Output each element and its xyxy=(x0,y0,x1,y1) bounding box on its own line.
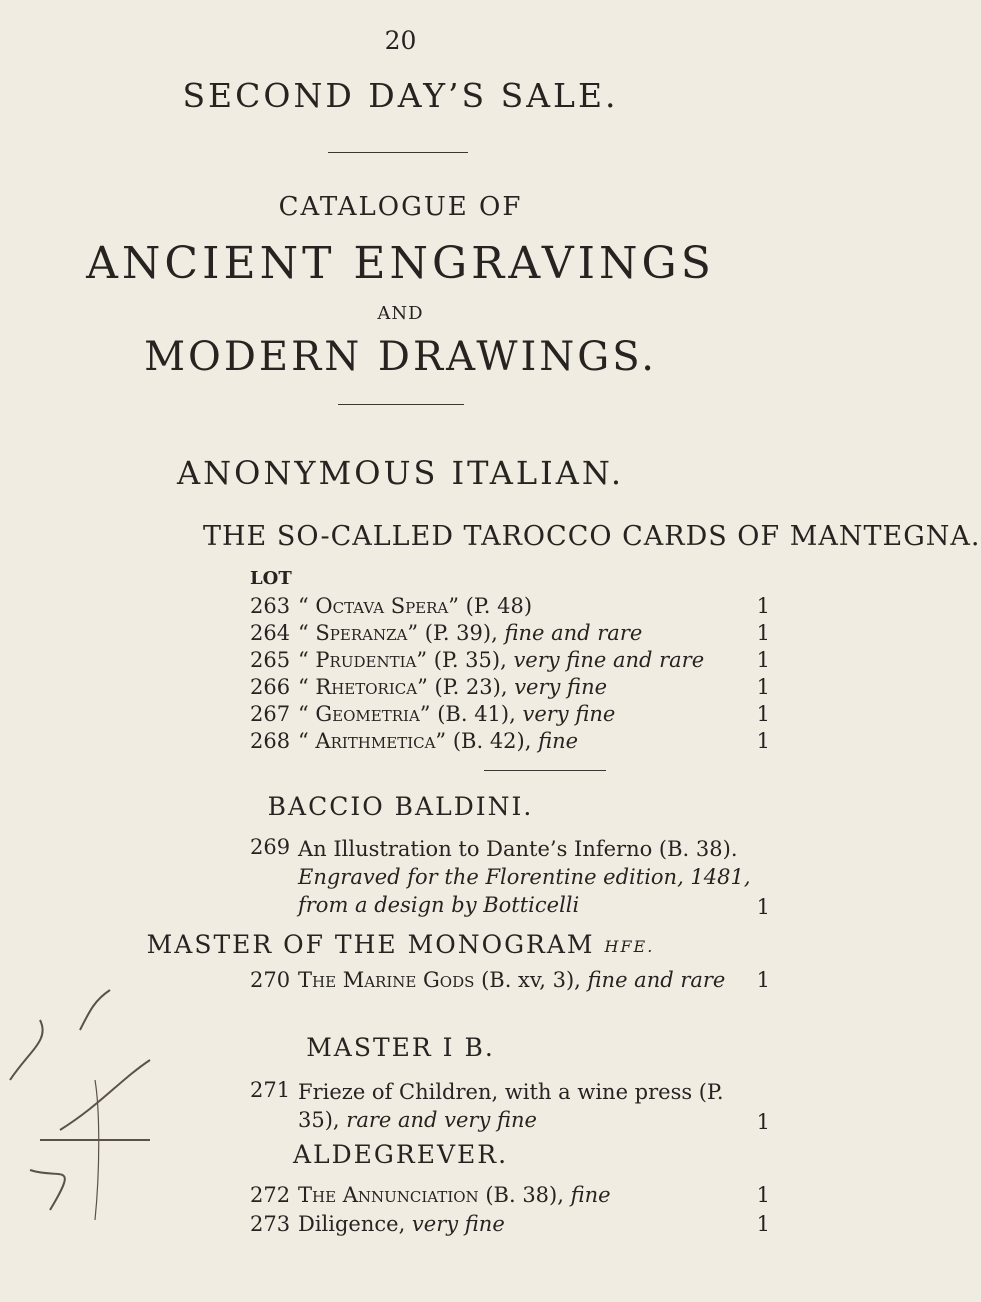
lot-number: 267 xyxy=(250,702,291,726)
lot-quantity: 1 xyxy=(756,968,770,992)
sale-title: SECOND DAY’S SALE. xyxy=(182,76,619,115)
lot-number: 272 xyxy=(250,1183,291,1207)
lot-title: “ Speranza” xyxy=(298,621,419,645)
page-number: 20 xyxy=(384,26,417,55)
lot-quantity: 1 xyxy=(756,621,770,645)
section-heading-anonymous: ANONYMOUS ITALIAN. xyxy=(177,454,624,492)
lot-quantity: 1 xyxy=(756,1110,770,1134)
lot-number: 271 xyxy=(250,1078,291,1102)
monogram-heading-text: MASTER OF THE MONOGRAM xyxy=(146,930,595,959)
lot-condition: fine xyxy=(563,1183,611,1207)
lot-reference: (P. 48) xyxy=(459,594,533,618)
lot-quantity: 1 xyxy=(756,1183,770,1207)
divider xyxy=(484,770,606,771)
catalogue-of-heading: CATALOGUE OF xyxy=(278,192,523,222)
lot-title: An Illustration to Dante’s Inferno (B. 38). xyxy=(298,837,738,861)
lot-entry xyxy=(250,594,770,618)
lot-quantity: 1 xyxy=(756,648,770,672)
lot-reference: (B. 42), xyxy=(446,729,532,753)
section-heading-baldini: BACCIO BALDINI. xyxy=(267,792,534,821)
lot-number: 269 xyxy=(250,835,291,859)
lot-quantity: 1 xyxy=(756,594,770,618)
lot-reference: (P. 35), xyxy=(427,648,507,672)
section-subheading-tarocco: THE SO-CALLED TAROCCO CARDS OF MANTEGNA. xyxy=(203,521,981,552)
ancient-engravings-heading: ANCIENT ENGRAVINGS xyxy=(86,238,715,289)
lot-title: Diligence, xyxy=(298,1212,406,1236)
lot-entry xyxy=(250,729,770,753)
lot-condition: very fine xyxy=(515,702,616,726)
lot-number: 270 xyxy=(250,968,291,992)
lot-entry xyxy=(250,835,770,919)
lot-entry xyxy=(250,1078,770,1134)
divider xyxy=(328,152,468,153)
lot-title: The Annunciation xyxy=(298,1183,479,1207)
lot-title: “ Octava Spera” xyxy=(298,594,459,618)
lot-reference: (P. 39), xyxy=(418,621,498,645)
lot-condition: rare and very fine xyxy=(346,1108,537,1132)
lot-quantity: 1 xyxy=(756,675,770,699)
lot-number: 273 xyxy=(250,1212,291,1236)
and-heading: AND xyxy=(377,303,424,324)
lot-entry xyxy=(250,1212,770,1236)
lot-note: Engraved for the Florentine edition, 1481, from a design by Botticelli xyxy=(298,865,751,917)
section-heading-aldegrever: ALDEGREVER. xyxy=(292,1140,509,1169)
lot-title: “ Geometria” xyxy=(298,702,431,726)
lot-condition: very fine and rare xyxy=(506,648,705,672)
lot-quantity: 1 xyxy=(756,895,770,919)
monogram-mark: HFE. xyxy=(604,937,655,956)
lot-condition: fine and rare xyxy=(580,968,726,992)
lot-condition: fine xyxy=(531,729,579,753)
lot-entry xyxy=(250,675,770,699)
lot-entry xyxy=(250,621,770,645)
lot-entry xyxy=(250,648,770,672)
lot-condition: very fine xyxy=(507,675,608,699)
lot-title: Frieze of Children, with a wine press (P. 35), xyxy=(298,1080,724,1132)
lot-entry xyxy=(250,968,770,992)
lot-number: 265 xyxy=(250,648,291,672)
lot-reference: (B. 41), xyxy=(430,702,516,726)
lot-number: 266 xyxy=(250,675,291,699)
lot-reference: (B. 38), xyxy=(478,1183,564,1207)
lot-reference: (B. xv, 3), xyxy=(474,968,581,992)
handwritten-annotation-mark xyxy=(0,930,170,1230)
lot-reference: (P. 23), xyxy=(427,675,508,699)
lot-number: 264 xyxy=(250,621,291,645)
lot-entry xyxy=(250,1183,770,1207)
lot-number: 263 xyxy=(250,594,291,618)
lot-title: “ Arithmetica” xyxy=(298,729,447,753)
lot-entry xyxy=(250,702,770,726)
lot-condition: fine and rare xyxy=(497,621,643,645)
lot-quantity: 1 xyxy=(756,729,770,753)
modern-drawings-heading: MODERN DRAWINGS. xyxy=(144,334,657,380)
lot-quantity: 1 xyxy=(756,702,770,726)
lot-title: The Marine Gods xyxy=(298,968,475,992)
lot-column-label: LOT xyxy=(250,568,292,589)
lot-condition: very fine xyxy=(405,1212,505,1236)
section-heading-master-ib: MASTER I B. xyxy=(306,1033,495,1062)
lot-title: “ Rhetorica” xyxy=(298,675,428,699)
lot-title: “ Prudentia” xyxy=(298,648,428,672)
divider xyxy=(338,404,464,405)
lot-quantity: 1 xyxy=(756,1212,770,1236)
lot-number: 268 xyxy=(250,729,291,753)
